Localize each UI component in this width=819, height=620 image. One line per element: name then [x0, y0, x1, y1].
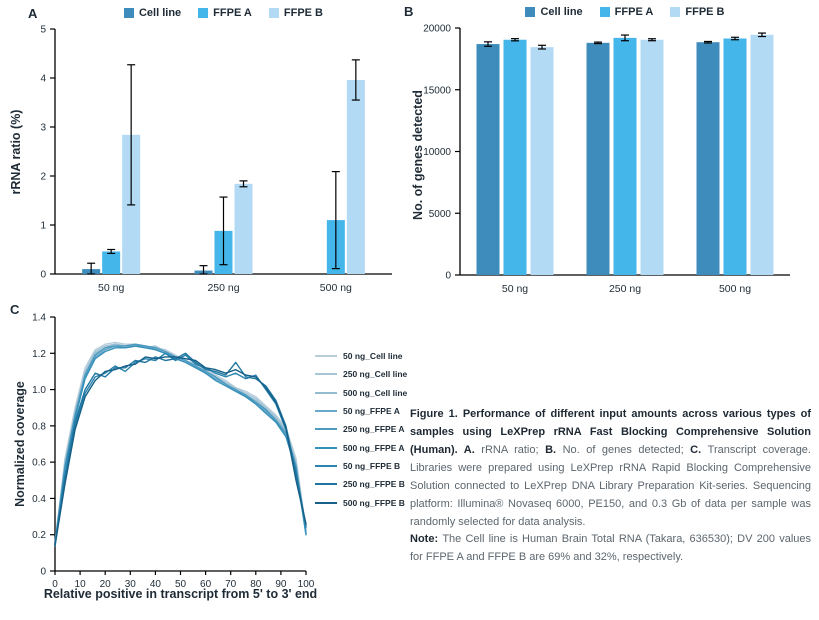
svg-text:0.8: 0.8 [32, 421, 46, 433]
coverage-line-50-ng-ffpe-a [55, 346, 306, 544]
caption-segment: No. of genes detected; [562, 443, 691, 456]
panel-a-label: A [28, 6, 38, 21]
legend-label: FFPE A [614, 6, 654, 18]
legend-line-icon [315, 373, 337, 375]
coverage-line-50-ng-ffpe-b [55, 353, 306, 545]
legend-label: 500 ng_Cell line [343, 387, 408, 398]
legend-label: FFPE B [685, 6, 725, 18]
caption-segment: C. [690, 443, 708, 456]
bar-ffpe-b-50-ng [531, 47, 554, 275]
panel-c-x-axis-title: Relative positive in transcript from 5' to 3' end [43, 587, 318, 601]
svg-text:0.4: 0.4 [32, 493, 46, 505]
panel-a [0, 0, 400, 300]
svg-text:10: 10 [74, 579, 86, 590]
svg-text:2: 2 [40, 171, 46, 183]
svg-text:0.6: 0.6 [32, 457, 46, 469]
svg-text:100: 100 [297, 579, 315, 590]
coverage-line-250-ng-ffpe-a [55, 344, 306, 544]
rrna-ratio-bar-chart [0, 0, 400, 300]
figure-caption [410, 406, 811, 567]
legend-line-icon [315, 465, 337, 467]
bar-ffpe-b-250-ng [641, 40, 664, 275]
panel-c [0, 300, 410, 620]
svg-text:15000: 15000 [423, 85, 451, 97]
bar-ffpe-a-250-ng [614, 38, 637, 275]
svg-text:1.2: 1.2 [32, 348, 46, 360]
legend-line-icon [315, 410, 337, 412]
legend-item-500-ng-cell-line [315, 384, 407, 402]
panel-c-legend [315, 347, 407, 512]
legend-label: 250 ng_FFPE A [343, 424, 405, 435]
legend-label: 250 ng_Cell line [343, 369, 408, 380]
svg-text:70: 70 [225, 579, 237, 590]
legend-line-icon [315, 355, 337, 357]
caption-segment: Figure 1. Performance of different input amounts across various types of samples using LeXPrep rRNA Fast Blocking Comprehensive Solution (Human). A. [410, 408, 811, 456]
legend-item-50-ng-ffpe-a [315, 402, 407, 420]
bar-ffpe-b-500-ng [751, 35, 774, 275]
svg-text:0: 0 [52, 579, 58, 590]
legend-line-icon [315, 447, 337, 449]
legend-label: FFPE B [283, 7, 324, 19]
svg-text:50: 50 [174, 579, 187, 590]
coverage-line-50-ng-cell-line [55, 342, 306, 542]
caption-segment: Transcript coverage. Libraries were prepared using LeXPrep rRNA Rapid Blocking Comprehensive Solution connected to LeXPrep DNA Library Preparation Kit-series. Sequencing platform: Illumina® Novaseq 6000, PE150, and 0.3 Gb of data per sample was randomly selected for data analysis. [410, 443, 811, 528]
svg-text:3: 3 [40, 122, 46, 134]
legend-label: 50 ng_FFPE B [343, 460, 401, 471]
legend-line-icon [315, 502, 337, 504]
coverage-line-250-ng-cell-line [55, 344, 306, 544]
svg-text:50 ng: 50 ng [501, 283, 529, 295]
legend-label: Cell line [138, 7, 182, 19]
svg-text:0: 0 [40, 269, 46, 281]
bar-ffpe-a-50-ng [504, 40, 527, 275]
svg-text:40: 40 [149, 579, 161, 590]
svg-text:250 ng: 250 ng [608, 283, 642, 295]
bar-ffpe-b-250-ng [235, 184, 253, 274]
legend-label: 250 ng_FFPE B [343, 479, 405, 490]
legend-item-50-ng-cell-line [315, 347, 407, 365]
svg-text:60: 60 [200, 579, 212, 590]
svg-text:500 ng: 500 ng [718, 283, 752, 295]
caption-segment: B. [545, 443, 563, 456]
legend-label: 50 ng_Cell line [343, 351, 403, 362]
svg-text:0: 0 [445, 270, 451, 282]
panel-c-y-axis-title: Normalized coverage [13, 381, 27, 507]
coverage-line-500-ng-ffpe-a [55, 346, 306, 546]
svg-text:80: 80 [250, 579, 262, 590]
bar-cell-line-250-ng [587, 43, 610, 275]
legend-item-500-ng-ffpe-b [315, 493, 407, 511]
coverage-line-500-ng-ffpe-b [55, 357, 306, 546]
legend-item-250-ng-cell-line [315, 365, 407, 383]
genes-detected-bar-chart [400, 0, 819, 300]
svg-text:250 ng: 250 ng [207, 282, 240, 294]
svg-text:1.0: 1.0 [32, 385, 46, 397]
svg-text:10000: 10000 [423, 147, 451, 158]
coverage-line-500-ng-cell-line [55, 344, 306, 544]
bar-ffpe-b-500-ng [347, 80, 365, 274]
legend-label: FFPE A [213, 7, 252, 19]
svg-text:1: 1 [40, 220, 46, 232]
svg-text:0: 0 [40, 566, 46, 578]
bar-ffpe-a-500-ng [724, 38, 747, 275]
legend-line-icon [315, 483, 337, 485]
svg-text:20: 20 [99, 579, 111, 590]
caption-segment: The Cell line is Human Brain Total RNA (Takara, 636530); DV 200 values for FFPE A and FFPE B are 69% and 32%, respectively. [410, 533, 812, 564]
svg-text:90: 90 [275, 579, 287, 590]
panel-b [400, 0, 819, 300]
legend-label: Cell line [540, 6, 583, 18]
svg-text:0.2: 0.2 [32, 530, 46, 542]
svg-text:30: 30 [124, 579, 136, 590]
legend-line-icon [315, 392, 337, 394]
panel-c-label: C [10, 302, 20, 317]
svg-text:20000: 20000 [423, 23, 451, 35]
caption-segment: Note: [410, 533, 443, 546]
panel-b-y-axis-title: No. of genes detected [411, 90, 425, 220]
panel-a-y-axis-title: rRNA ratio (%) [9, 109, 23, 195]
legend-label: 50 ng_FFPE A [343, 406, 400, 417]
caption-segment: rRNA ratio; [481, 443, 546, 456]
svg-text:5: 5 [40, 24, 46, 36]
panel-b-label: B [404, 4, 414, 19]
svg-text:50 ng: 50 ng [98, 282, 125, 294]
svg-text:1.4: 1.4 [32, 312, 46, 324]
legend-line-icon [315, 428, 337, 430]
bar-cell-line-50-ng [477, 44, 500, 275]
svg-text:5000: 5000 [428, 208, 451, 220]
svg-text:500 ng: 500 ng [319, 282, 352, 294]
legend-label: 500 ng_FFPE A [343, 442, 405, 453]
legend-item-50-ng-ffpe-b [315, 457, 407, 475]
bar-ffpe-a-50-ng [102, 251, 120, 274]
legend-item-500-ng-ffpe-a [315, 438, 407, 456]
legend-label: 500 ng_FFPE B [343, 497, 405, 508]
legend-item-250-ng-ffpe-b [315, 475, 407, 493]
legend-item-250-ng-ffpe-a [315, 420, 407, 438]
bar-cell-line-500-ng [697, 42, 720, 275]
svg-text:4: 4 [40, 73, 46, 85]
